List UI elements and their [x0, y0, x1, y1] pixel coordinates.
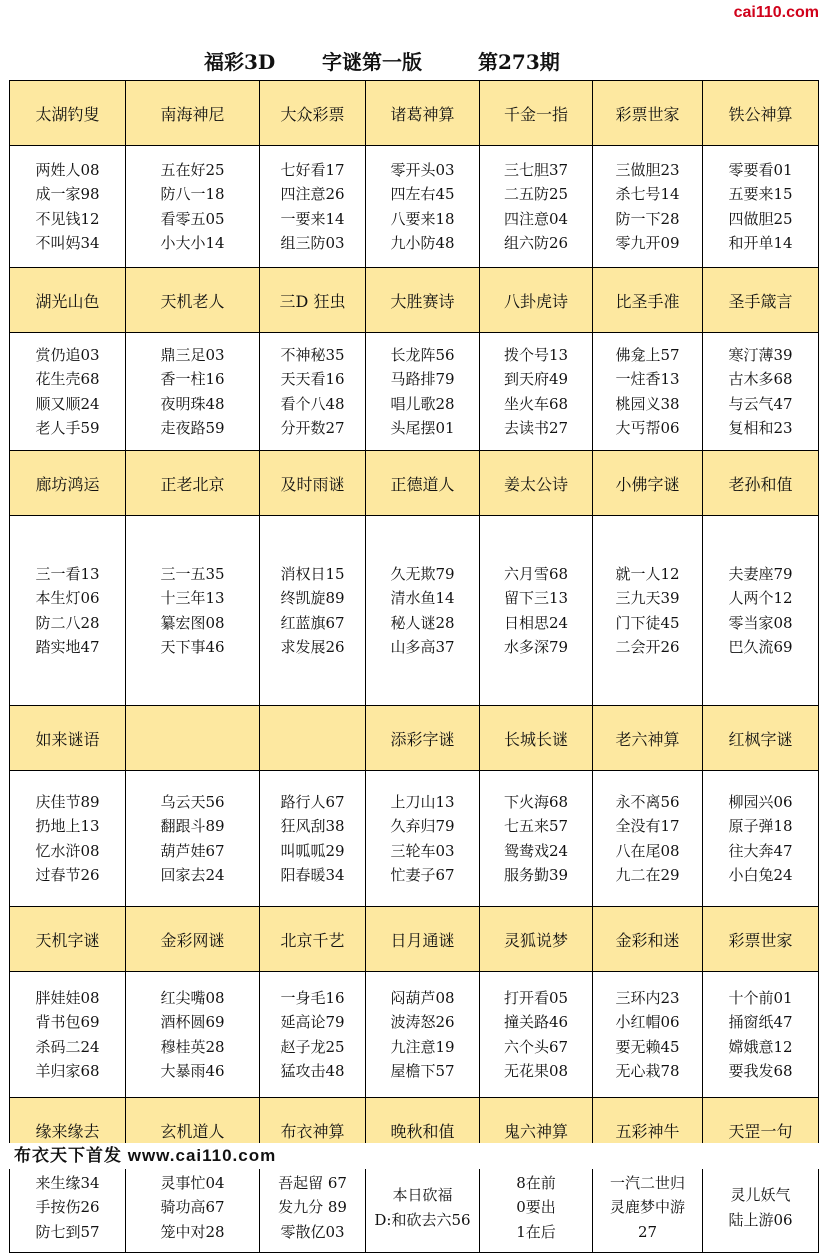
riddle-line: 四注意26: [280, 185, 345, 203]
riddle-line: 忙妻子67: [390, 866, 455, 884]
riddle-line: 到天府49: [503, 370, 569, 388]
source-name: 缘来缘去: [10, 1098, 126, 1163]
riddle-cell: [10, 771, 126, 907]
riddle-line: 香一柱16: [160, 370, 225, 388]
riddle-line: 消权日15: [280, 564, 345, 583]
riddle-line: 胖娃娃08: [35, 988, 100, 1007]
riddle-line: 三做胆23: [615, 160, 680, 179]
riddle-line: 七好看17: [280, 160, 345, 179]
source-name: 南海神尼: [126, 81, 260, 146]
riddle-cell: [366, 333, 480, 451]
riddle-line: 吾起留 67: [278, 1173, 347, 1192]
riddle-line: 大丐帮06: [615, 419, 680, 437]
riddle-line: 纂宏图08: [160, 613, 225, 632]
riddle-line: 天天看16: [280, 370, 345, 388]
riddle-line: 桃园义38: [615, 394, 680, 413]
riddle-line: 求发展26: [280, 638, 345, 656]
source-name: 如来谜语: [10, 706, 126, 771]
riddle-line: 马路排79: [390, 370, 455, 388]
riddle-line: 无心栽78: [615, 1062, 680, 1080]
riddle-line: 老人手59: [35, 419, 100, 437]
riddle-line: 无花果08: [503, 1062, 569, 1080]
riddle-line: 赵子龙25: [280, 1037, 345, 1056]
riddle-line: 与云气47: [728, 394, 793, 413]
source-name: 红枫字谜: [703, 706, 819, 771]
source-name: 彩票世家: [593, 81, 703, 146]
riddle-line: 要无赖45: [615, 1037, 680, 1056]
riddle-cell: [703, 333, 819, 451]
riddle-line: 忆水浒08: [35, 841, 100, 860]
source-name: 添彩字谜: [366, 706, 480, 771]
riddle-cell: [703, 1163, 819, 1253]
riddle-line: 杀七号14: [615, 185, 680, 203]
source-name: 正德道人: [366, 451, 480, 516]
riddle-line: 鸳鸯戏24: [503, 841, 569, 860]
riddle-line: 三七胆37: [503, 160, 569, 179]
riddle-line: 波涛怒26: [390, 1013, 455, 1031]
riddle-line: 路行人67: [280, 792, 345, 811]
riddle-line: 发九分 89: [278, 1198, 347, 1217]
riddle-line: 夫妻座79: [728, 564, 793, 583]
riddle-line: 1在后: [516, 1222, 556, 1241]
riddle-cell: [10, 516, 126, 706]
riddle-line: 乌云天56: [160, 792, 225, 811]
riddle-line: 嫦娥意12: [728, 1037, 793, 1056]
riddle-line: 本生灯06: [35, 589, 100, 607]
source-name: 布衣神算: [260, 1098, 366, 1163]
riddle-line: 八在尾08: [615, 841, 680, 860]
riddle-cell: [126, 771, 260, 907]
riddle-line: 闷葫芦08: [390, 988, 455, 1007]
title-edition: 字谜第一版: [322, 50, 422, 74]
riddle-line: 四注意04: [503, 209, 569, 228]
source-name: 老孙和值: [703, 451, 819, 516]
header-row: [10, 706, 819, 771]
riddle-cell: [366, 1163, 480, 1253]
riddle-line: 大暴雨46: [160, 1062, 225, 1080]
riddle-line: 27: [637, 1222, 658, 1241]
riddle-line: 去读书27: [503, 419, 569, 437]
riddle-cell: [593, 146, 703, 268]
riddle-line: 终凯旋89: [280, 589, 345, 607]
riddle-cell: [366, 972, 480, 1098]
source-name: 大众彩票: [260, 81, 366, 146]
riddle-line: 就一人12: [615, 564, 680, 583]
riddle-cell: [366, 146, 480, 268]
riddle-line: 零开头03: [390, 160, 455, 179]
riddle-line: 佛龛上57: [615, 345, 680, 364]
riddle-line: 九二在29: [615, 866, 680, 884]
riddle-line: 三一看13: [35, 564, 100, 583]
site-logo: cai110.com: [733, 4, 819, 21]
source-name: 诸葛神算: [366, 81, 480, 146]
riddle-line: 三环内23: [615, 988, 680, 1007]
riddle-line: 红尖嘴08: [160, 988, 225, 1007]
riddle-line: 不神秘35: [280, 345, 345, 364]
riddle-line: 不叫妈34: [35, 234, 100, 252]
riddle-line: 拨个号13: [503, 345, 569, 364]
source-name: 圣手箴言: [703, 268, 819, 333]
riddle-cell: [126, 146, 260, 268]
source-name: 金彩网谜: [126, 907, 260, 972]
riddle-line: 赏仍追03: [35, 345, 100, 364]
riddle-line: 一炷香13: [615, 370, 680, 388]
riddle-line: 留下三13: [503, 589, 569, 607]
source-name: 太湖钓叟: [10, 81, 126, 146]
riddle-line: 灵儿妖气: [730, 1186, 791, 1204]
riddle-row: [10, 516, 819, 706]
riddle-cell: [260, 972, 366, 1098]
source-name: 北京千艺: [260, 907, 366, 972]
riddle-line: 手按伤26: [35, 1198, 100, 1217]
riddle-line: 水多深79: [503, 638, 569, 656]
riddle-line: 组三防03: [280, 234, 345, 252]
riddle-line: 防二八28: [35, 613, 100, 632]
header-row: [10, 81, 819, 146]
source-name: [126, 706, 260, 771]
riddle-line: 扔地上13: [35, 817, 100, 835]
riddle-line: 久弃归79: [390, 817, 455, 835]
riddle-cell: [10, 333, 126, 451]
riddle-line: 阳春暖34: [280, 866, 345, 884]
riddle-line: 一汽二世归: [609, 1173, 685, 1192]
header-row: [10, 451, 819, 516]
riddle-line: 山多高37: [390, 638, 455, 656]
riddle-line: 四做胆25: [728, 209, 793, 228]
riddle-line: 天下事46: [160, 638, 225, 656]
riddle-line: 看零五05: [160, 209, 225, 228]
riddle-line: 看个八48: [280, 394, 345, 413]
source-name: 晚秋和值: [366, 1098, 480, 1163]
riddle-cell: [260, 771, 366, 907]
riddle-line: 狂风刮38: [280, 817, 345, 835]
riddle-cell: [10, 146, 126, 268]
source-name: 天机字谜: [10, 907, 126, 972]
riddle-line: 全没有17: [615, 817, 680, 835]
riddle-line: 要我发68: [728, 1062, 793, 1080]
riddle-line: 九注意19: [390, 1037, 455, 1056]
riddle-cell: [480, 516, 593, 706]
riddle-line: 撞关路46: [503, 1013, 569, 1031]
riddle-line: 骑功高67: [160, 1198, 225, 1217]
riddle-line: 酒杯圆69: [160, 1013, 225, 1031]
riddle-line: 三九天39: [615, 589, 680, 607]
source-name: 日月通谜: [366, 907, 480, 972]
riddle-line: 小大小14: [160, 234, 225, 252]
riddle-row: [10, 972, 819, 1098]
riddle-row: [10, 333, 819, 451]
riddle-line: 久无欺79: [390, 564, 455, 583]
riddle-cell: [366, 771, 480, 907]
title-issue: 第273期: [478, 50, 560, 74]
riddle-cell: [703, 771, 819, 907]
source-name: 廊坊鸿运: [10, 451, 126, 516]
riddle-cell: [480, 146, 593, 268]
riddle-line: 防八一18: [160, 185, 225, 203]
riddle-cell: [260, 1163, 366, 1253]
riddle-line: 翻跟斗89: [160, 817, 225, 835]
riddle-cell: [703, 972, 819, 1098]
riddle-line: 巴久流69: [728, 638, 793, 656]
riddle-line: 防七到57: [35, 1222, 100, 1241]
source-name: 金彩和迷: [593, 907, 703, 972]
riddle-line: 鼎三足03: [160, 345, 225, 364]
riddle-cell: [703, 516, 819, 706]
riddle-line: 三轮车03: [390, 841, 455, 860]
riddle-cell: [593, 333, 703, 451]
riddle-cell: [126, 516, 260, 706]
riddle-line: 头尾摆01: [390, 419, 455, 437]
riddle-line: 二五防25: [503, 185, 569, 203]
source-name: 玄机道人: [126, 1098, 260, 1163]
riddle-line: 灵事忙04: [160, 1173, 225, 1192]
riddle-line: 笼中对28: [160, 1222, 225, 1241]
riddle-line: 日相思24: [503, 613, 569, 632]
riddle-line: 穆桂英28: [160, 1037, 225, 1056]
riddle-line: 成一家98: [35, 185, 100, 203]
riddle-line: 复相和23: [728, 419, 793, 437]
header-row: [10, 268, 819, 333]
source-name: 老六神算: [593, 706, 703, 771]
riddle-cell: [703, 146, 819, 268]
riddle-cell: [593, 516, 703, 706]
riddle-line: 过春节26: [35, 866, 100, 884]
riddle-line: 四左右45: [390, 185, 455, 203]
riddle-line: 来生缘34: [35, 1173, 100, 1192]
riddle-line: 屋檐下57: [390, 1062, 455, 1080]
riddle-cell: [126, 1163, 260, 1253]
riddle-cell: [480, 771, 593, 907]
riddle-line: 猛攻击48: [280, 1062, 345, 1080]
source-name: 天罡一句: [703, 1098, 819, 1163]
riddle-cell: [366, 516, 480, 706]
riddle-line: 叫呱呱29: [280, 841, 345, 860]
riddle-line: 长龙阵56: [390, 345, 455, 364]
riddle-line: 古木多68: [728, 370, 793, 388]
riddle-cell: [593, 1163, 703, 1253]
riddle-line: 红蓝旗67: [280, 613, 345, 632]
riddle-cell: [126, 972, 260, 1098]
riddle-cell: [593, 771, 703, 907]
riddle-row: [10, 1163, 819, 1253]
riddle-line: 零当家08: [728, 613, 793, 632]
riddle-line: 本日砍福: [392, 1186, 453, 1204]
riddle-line: 五要来15: [728, 185, 793, 203]
riddle-line: 人两个12: [728, 589, 793, 607]
riddle-cell: [480, 972, 593, 1098]
riddle-line: 寒汀薄39: [728, 345, 793, 364]
riddle-table: [9, 80, 819, 1253]
riddle-line: 九小防48: [390, 234, 455, 252]
riddle-cell: [126, 333, 260, 451]
riddle-line: 清水鱼14: [390, 589, 455, 607]
header-row: [10, 907, 819, 972]
riddle-line: 上刀山13: [390, 792, 455, 811]
riddle-line: 灵鹿梦中游: [609, 1198, 685, 1217]
source-name: 湖光山色: [10, 268, 126, 333]
riddle-line: 不见钱12: [35, 209, 100, 228]
riddle-line: 分开数27: [280, 419, 345, 437]
riddle-line: 踏实地47: [35, 638, 100, 656]
riddle-cell: [480, 333, 593, 451]
riddle-line: 两姓人08: [35, 160, 100, 179]
riddle-line: 一要来14: [280, 209, 345, 228]
riddle-line: 防一下28: [615, 209, 680, 228]
riddle-line: 零要看01: [728, 160, 793, 179]
riddle-line: 零散亿03: [280, 1222, 345, 1241]
riddle-line: 小红帽06: [615, 1013, 680, 1031]
source-name: 鬼六神算: [480, 1098, 593, 1163]
source-name: 五彩神牛: [593, 1098, 703, 1163]
riddle-line: 8在前: [516, 1173, 556, 1192]
riddle-cell: [480, 1163, 593, 1253]
riddle-line: 秘人谜28: [390, 613, 455, 632]
riddle-line: 0要出: [516, 1198, 556, 1217]
title-lottery: 福彩3D: [204, 50, 276, 74]
riddle-line: 零九开09: [615, 234, 680, 252]
riddle-line: 陆上游06: [728, 1210, 793, 1229]
source-name: 正老北京: [126, 451, 260, 516]
riddle-line: 往大奔47: [728, 841, 793, 860]
riddle-cell: [260, 146, 366, 268]
riddle-cell: [10, 972, 126, 1098]
riddle-line: 原子弹18: [728, 817, 793, 835]
riddle-line: 唱儿歌28: [390, 394, 455, 413]
source-name: 及时雨谜: [260, 451, 366, 516]
source-name: 大胜赛诗: [366, 268, 480, 333]
riddle-line: 服务勤39: [503, 866, 569, 884]
riddle-line: 坐火车68: [503, 394, 569, 413]
riddle-line: 永不离56: [615, 792, 680, 811]
riddle-line: 走夜路59: [160, 419, 225, 437]
riddle-line: 羊归家68: [35, 1062, 100, 1080]
riddle-line: 延高论79: [280, 1013, 345, 1031]
source-name: 千金一指: [480, 81, 593, 146]
source-name: 小佛字谜: [593, 451, 703, 516]
riddle-line: 夜明珠48: [160, 394, 225, 413]
riddle-line: 杀码二24: [35, 1037, 100, 1056]
source-name: 姜太公诗: [480, 451, 593, 516]
riddle-line: 门下徒45: [615, 613, 680, 632]
riddle-line: 三一五35: [160, 564, 225, 583]
page-title: [0, 46, 827, 76]
riddle-line: 一身毛16: [280, 988, 345, 1007]
riddle-line: 组六防26: [503, 234, 569, 252]
riddle-cell: [10, 1163, 126, 1253]
riddle-line: 捅窗纸47: [728, 1013, 793, 1031]
riddle-line: 下火海68: [503, 792, 569, 811]
riddle-line: 八要来18: [390, 209, 455, 228]
riddle-line: 背书包69: [35, 1013, 100, 1031]
riddle-line: 顺又顺24: [35, 394, 100, 413]
riddle-line: 十三年13: [160, 589, 225, 607]
source-name: 八卦虎诗: [480, 268, 593, 333]
source-name: 三D 狂虫: [260, 268, 366, 333]
riddle-row: [10, 146, 819, 268]
riddle-line: 柳园兴06: [728, 792, 793, 811]
riddle-row: [10, 771, 819, 907]
riddle-line: 和开单14: [728, 234, 793, 252]
source-name: 灵狐说梦: [480, 907, 593, 972]
source-name: 天机老人: [126, 268, 260, 333]
riddle-cell: [593, 972, 703, 1098]
riddle-line: 回家去24: [160, 866, 225, 884]
riddle-line: 小白兔24: [728, 866, 793, 884]
source-name: 彩票世家: [703, 907, 819, 972]
source-name: 长城长谜: [480, 706, 593, 771]
riddle-line: 打开看05: [503, 988, 569, 1007]
source-name: 铁公神算: [703, 81, 819, 146]
riddle-line: 五在好25: [160, 160, 225, 179]
riddle-line: 花生壳68: [35, 370, 100, 388]
source-name: 比圣手准: [593, 268, 703, 333]
riddle-line: 庆佳节89: [35, 792, 100, 811]
riddle-cell: [260, 516, 366, 706]
riddle-line: 葫芦娃67: [160, 841, 225, 860]
riddle-line: 二会开26: [615, 638, 680, 656]
riddle-line: 七五来57: [503, 817, 569, 835]
source-name: [260, 706, 366, 771]
riddle-line: 六个头67: [503, 1037, 569, 1056]
footer-banner: 布衣天下首发 www.cai110.com: [0, 1143, 827, 1169]
riddle-line: D:和砍去六56: [374, 1210, 471, 1229]
riddle-line: 十个前01: [728, 988, 793, 1007]
riddle-cell: [260, 333, 366, 451]
riddle-line: 六月雪68: [503, 564, 569, 583]
